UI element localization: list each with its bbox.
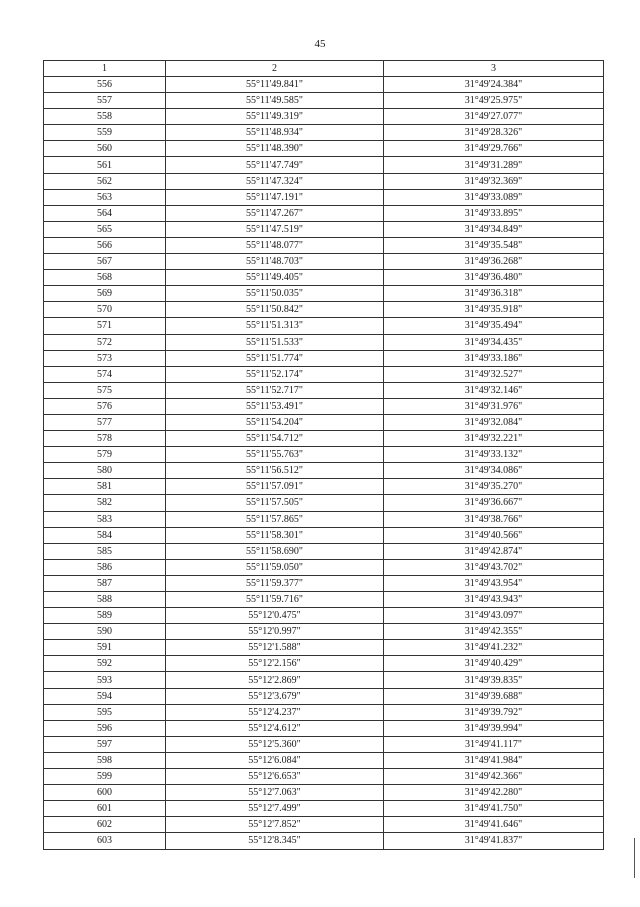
cell-point-number: 565 (44, 221, 166, 237)
cell-point-number: 572 (44, 334, 166, 350)
table-row (44, 785, 604, 801)
cell-longitude: 31°49'43.954" (384, 575, 604, 591)
table-row (44, 431, 604, 447)
cell-longitude: 31°49'24.384" (384, 77, 604, 93)
table-row (44, 414, 604, 430)
cell-latitude: 55°12'7.852" (166, 817, 384, 833)
cell-latitude: 55°11'54.204" (166, 414, 384, 430)
table-row (44, 559, 604, 575)
cell-longitude: 31°49'35.918" (384, 302, 604, 318)
table-row (44, 688, 604, 704)
cell-latitude: 55°11'56.512" (166, 463, 384, 479)
cell-latitude: 55°11'47.324" (166, 173, 384, 189)
cell-latitude: 55°11'54.712" (166, 431, 384, 447)
cell-point-number: 588 (44, 592, 166, 608)
cell-longitude: 31°49'36.480" (384, 270, 604, 286)
cell-point-number: 600 (44, 785, 166, 801)
cell-longitude: 31°49'32.221" (384, 431, 604, 447)
table-row (44, 543, 604, 559)
cell-longitude: 31°49'41.837" (384, 833, 604, 849)
cell-point-number: 567 (44, 254, 166, 270)
table-row (44, 286, 604, 302)
cell-longitude: 31°49'39.994" (384, 720, 604, 736)
cell-latitude: 55°11'50.842" (166, 302, 384, 318)
cell-latitude: 55°12'2.156" (166, 656, 384, 672)
table-row (44, 237, 604, 253)
cell-point-number: 573 (44, 350, 166, 366)
cell-latitude: 55°11'59.377" (166, 575, 384, 591)
table-row (44, 479, 604, 495)
cell-point-number: 560 (44, 141, 166, 157)
cell-longitude: 31°49'27.077" (384, 109, 604, 125)
cell-longitude: 31°49'36.667" (384, 495, 604, 511)
cell-point-number: 586 (44, 559, 166, 575)
cell-longitude: 31°49'33.089" (384, 189, 604, 205)
cell-point-number: 578 (44, 431, 166, 447)
cell-longitude: 31°49'32.527" (384, 366, 604, 382)
table-row (44, 141, 604, 157)
column-header-point: 1 (44, 61, 166, 77)
cell-point-number: 585 (44, 543, 166, 559)
cell-longitude: 31°49'28.326" (384, 125, 604, 141)
cell-latitude: 55°11'57.091" (166, 479, 384, 495)
column-header-longitude: 3 (384, 61, 604, 77)
cell-latitude: 55°11'52.717" (166, 382, 384, 398)
cell-point-number: 595 (44, 704, 166, 720)
cell-longitude: 31°49'36.268" (384, 254, 604, 270)
margin-mark (634, 838, 635, 878)
cell-point-number: 559 (44, 125, 166, 141)
cell-point-number: 579 (44, 447, 166, 463)
cell-latitude: 55°12'6.653" (166, 769, 384, 785)
table-row (44, 318, 604, 334)
table-row (44, 672, 604, 688)
table-row (44, 77, 604, 93)
cell-longitude: 31°49'36.318" (384, 286, 604, 302)
table-row (44, 447, 604, 463)
cell-longitude: 31°49'33.186" (384, 350, 604, 366)
table-row (44, 817, 604, 833)
cell-point-number: 566 (44, 237, 166, 253)
cell-latitude: 55°11'59.050" (166, 559, 384, 575)
cell-latitude: 55°11'51.313" (166, 318, 384, 334)
cell-longitude: 31°49'32.369" (384, 173, 604, 189)
cell-longitude: 31°49'43.702" (384, 559, 604, 575)
table-row (44, 495, 604, 511)
cell-latitude: 55°11'47.191" (166, 189, 384, 205)
cell-latitude: 55°12'5.360" (166, 736, 384, 752)
table-row (44, 752, 604, 768)
table-row (44, 624, 604, 640)
cell-point-number: 563 (44, 189, 166, 205)
table-row (44, 350, 604, 366)
cell-point-number: 603 (44, 833, 166, 849)
cell-latitude: 55°12'3.679" (166, 688, 384, 704)
column-header-latitude: 2 (166, 61, 384, 77)
table-row (44, 302, 604, 318)
cell-point-number: 590 (44, 624, 166, 640)
cell-latitude: 55°11'57.865" (166, 511, 384, 527)
cell-point-number: 598 (44, 752, 166, 768)
cell-longitude: 31°49'43.097" (384, 608, 604, 624)
table-row (44, 205, 604, 221)
cell-latitude: 55°11'59.716" (166, 592, 384, 608)
cell-point-number: 570 (44, 302, 166, 318)
cell-longitude: 31°49'35.270" (384, 479, 604, 495)
cell-longitude: 31°49'33.895" (384, 205, 604, 221)
cell-latitude: 55°11'58.301" (166, 527, 384, 543)
coordinates-table (43, 60, 604, 850)
cell-longitude: 31°49'41.232" (384, 640, 604, 656)
cell-point-number: 562 (44, 173, 166, 189)
cell-point-number: 602 (44, 817, 166, 833)
cell-point-number: 599 (44, 769, 166, 785)
page-number: 45 (314, 38, 326, 50)
cell-longitude: 31°49'40.429" (384, 656, 604, 672)
table-row (44, 157, 604, 173)
table-row (44, 398, 604, 414)
cell-longitude: 31°49'31.289" (384, 157, 604, 173)
cell-point-number: 569 (44, 286, 166, 302)
cell-latitude: 55°12'8.345" (166, 833, 384, 849)
cell-point-number: 556 (44, 77, 166, 93)
cell-latitude: 55°11'48.077" (166, 237, 384, 253)
cell-longitude: 31°49'35.548" (384, 237, 604, 253)
table-row (44, 720, 604, 736)
cell-longitude: 31°49'38.766" (384, 511, 604, 527)
cell-longitude: 31°49'43.943" (384, 592, 604, 608)
cell-latitude: 55°11'52.174" (166, 366, 384, 382)
table-row (44, 592, 604, 608)
cell-latitude: 55°11'51.774" (166, 350, 384, 366)
table-row (44, 608, 604, 624)
cell-longitude: 31°49'32.084" (384, 414, 604, 430)
cell-latitude: 55°11'57.505" (166, 495, 384, 511)
cell-longitude: 31°49'41.646" (384, 817, 604, 833)
table-row (44, 254, 604, 270)
cell-point-number: 596 (44, 720, 166, 736)
cell-latitude: 55°11'49.319" (166, 109, 384, 125)
cell-longitude: 31°49'42.874" (384, 543, 604, 559)
table-row (44, 221, 604, 237)
cell-point-number: 589 (44, 608, 166, 624)
cell-latitude: 55°11'58.690" (166, 543, 384, 559)
cell-longitude: 31°49'29.766" (384, 141, 604, 157)
cell-longitude: 31°49'40.566" (384, 527, 604, 543)
table-row (44, 575, 604, 591)
cell-point-number: 576 (44, 398, 166, 414)
table-row (44, 382, 604, 398)
cell-point-number: 591 (44, 640, 166, 656)
cell-longitude: 31°49'31.976" (384, 398, 604, 414)
table-row (44, 173, 604, 189)
cell-point-number: 564 (44, 205, 166, 221)
cell-latitude: 55°11'47.267" (166, 205, 384, 221)
table-row (44, 656, 604, 672)
table-row (44, 334, 604, 350)
cell-latitude: 55°12'4.612" (166, 720, 384, 736)
cell-longitude: 31°49'42.355" (384, 624, 604, 640)
cell-latitude: 55°11'50.035" (166, 286, 384, 302)
cell-longitude: 31°49'35.494" (384, 318, 604, 334)
cell-longitude: 31°49'41.117" (384, 736, 604, 752)
cell-point-number: 594 (44, 688, 166, 704)
cell-latitude: 55°11'47.749" (166, 157, 384, 173)
cell-point-number: 582 (44, 495, 166, 511)
cell-point-number: 592 (44, 656, 166, 672)
cell-longitude: 31°49'41.750" (384, 801, 604, 817)
cell-latitude: 55°11'53.491" (166, 398, 384, 414)
cell-point-number: 558 (44, 109, 166, 125)
cell-longitude: 31°49'32.146" (384, 382, 604, 398)
table-row (44, 189, 604, 205)
cell-latitude: 55°12'0.475" (166, 608, 384, 624)
cell-latitude: 55°11'48.390" (166, 141, 384, 157)
cell-longitude: 31°49'34.435" (384, 334, 604, 350)
table-row (44, 833, 604, 849)
cell-point-number: 593 (44, 672, 166, 688)
cell-latitude: 55°11'49.405" (166, 270, 384, 286)
cell-latitude: 55°12'7.063" (166, 785, 384, 801)
cell-latitude: 55°11'48.934" (166, 125, 384, 141)
cell-point-number: 601 (44, 801, 166, 817)
table-row (44, 109, 604, 125)
cell-point-number: 561 (44, 157, 166, 173)
cell-latitude: 55°12'2.869" (166, 672, 384, 688)
cell-point-number: 577 (44, 414, 166, 430)
cell-point-number: 583 (44, 511, 166, 527)
cell-longitude: 31°49'25.975" (384, 93, 604, 109)
cell-latitude: 55°12'7.499" (166, 801, 384, 817)
table-row (44, 527, 604, 543)
table-row (44, 463, 604, 479)
cell-longitude: 31°49'34.849" (384, 221, 604, 237)
cell-point-number: 584 (44, 527, 166, 543)
cell-latitude: 55°11'55.763" (166, 447, 384, 463)
cell-latitude: 55°11'51.533" (166, 334, 384, 350)
table-row (44, 125, 604, 141)
cell-point-number: 575 (44, 382, 166, 398)
cell-point-number: 574 (44, 366, 166, 382)
table-header-row (44, 61, 604, 77)
table-row (44, 769, 604, 785)
cell-longitude: 31°49'42.366" (384, 769, 604, 785)
cell-longitude: 31°49'41.984" (384, 752, 604, 768)
cell-latitude: 55°12'1.588" (166, 640, 384, 656)
table-row (44, 704, 604, 720)
cell-longitude: 31°49'34.086" (384, 463, 604, 479)
cell-longitude: 31°49'33.132" (384, 447, 604, 463)
cell-longitude: 31°49'39.688" (384, 688, 604, 704)
table-body (44, 77, 604, 850)
cell-latitude: 55°12'0.997" (166, 624, 384, 640)
cell-point-number: 580 (44, 463, 166, 479)
cell-latitude: 55°11'47.519" (166, 221, 384, 237)
table-row (44, 366, 604, 382)
table-row (44, 270, 604, 286)
table-row (44, 93, 604, 109)
cell-point-number: 568 (44, 270, 166, 286)
cell-latitude: 55°11'49.841" (166, 77, 384, 93)
cell-longitude: 31°49'39.835" (384, 672, 604, 688)
cell-longitude: 31°49'39.792" (384, 704, 604, 720)
table-row (44, 801, 604, 817)
cell-point-number: 597 (44, 736, 166, 752)
table-row (44, 736, 604, 752)
cell-point-number: 587 (44, 575, 166, 591)
table-row (44, 511, 604, 527)
cell-point-number: 571 (44, 318, 166, 334)
cell-latitude: 55°11'49.585" (166, 93, 384, 109)
cell-point-number: 581 (44, 479, 166, 495)
table-row (44, 640, 604, 656)
cell-point-number: 557 (44, 93, 166, 109)
cell-latitude: 55°11'48.703" (166, 254, 384, 270)
cell-latitude: 55°12'4.237" (166, 704, 384, 720)
cell-longitude: 31°49'42.280" (384, 785, 604, 801)
cell-latitude: 55°12'6.084" (166, 752, 384, 768)
